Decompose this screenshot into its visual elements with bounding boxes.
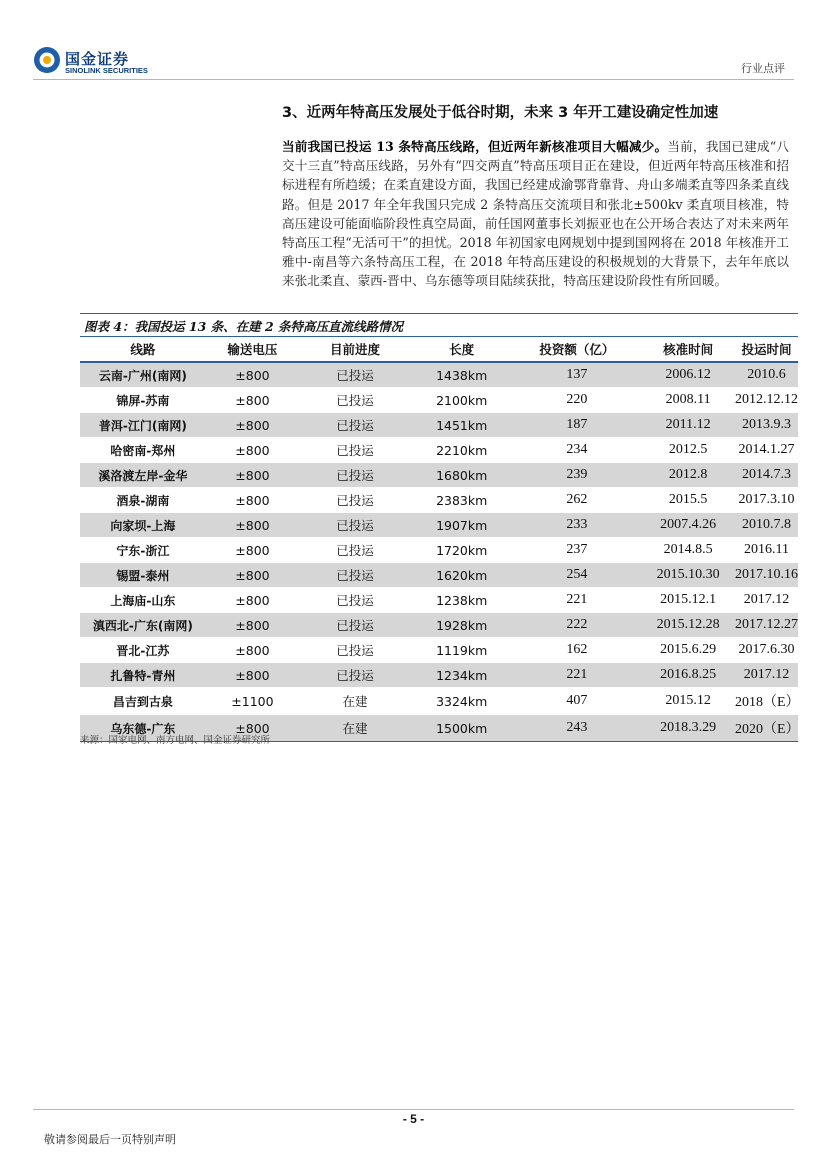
cell-status: 在建 [299,688,411,715]
cell-route: 云南-广州(南网) [80,362,206,388]
cell-voltage: ±800 [206,588,299,613]
cell-route: 溪洛渡左岸-金华 [80,463,206,488]
cell-route: 普洱-江门(南网) [80,413,206,438]
table-row [80,513,798,538]
cell-investment: 233 [512,513,641,538]
cell-approval-date: 2018.3.29 [641,715,735,742]
cell-investment: 234 [512,438,641,463]
cell-length: 1928km [411,613,512,638]
cell-length: 3324km [411,688,512,715]
cell-operation-date: 2017.10.16 [735,563,798,588]
cell-approval-date: 2008.11 [641,388,735,413]
figure-caption: 图表 4：我国投运 13 条、在建 2 条特高压直流线路情况 [84,319,404,334]
cell-investment: 407 [512,688,641,715]
logo-en-text: SINOLINK SECURITIES [65,66,148,75]
table-row [80,613,798,638]
cell-operation-date: 2014.1.27 [735,438,798,463]
cell-length: 1438km [411,362,512,388]
cell-status: 已投运 [299,413,411,438]
cell-route: 宁东-浙江 [80,538,206,563]
footer-divider [33,1109,794,1110]
cell-approval-date: 2012.5 [641,438,735,463]
table-row [80,538,798,563]
cell-voltage: ±800 [206,613,299,638]
cell-operation-date: 2016.11 [735,538,798,563]
cell-voltage: ±800 [206,413,299,438]
col-header-approval-date: 核准时间 [641,337,735,362]
cell-investment: 239 [512,463,641,488]
cell-length: 1451km [411,413,512,438]
cell-voltage: ±800 [206,463,299,488]
body-paragraph [282,137,789,291]
logo-mark-icon [33,46,61,74]
logo-cn-text: 国金证券 [65,50,130,68]
cell-operation-date: 2017.12 [735,663,798,688]
cell-route: 向家坝-上海 [80,513,206,538]
cell-status: 已投运 [299,362,411,388]
cell-investment: 221 [512,588,641,613]
table-row [80,563,798,588]
cell-length: 1238km [411,588,512,613]
cell-approval-date: 2015.6.29 [641,638,735,663]
cell-length: 1680km [411,463,512,488]
cell-voltage: ±800 [206,513,299,538]
cell-route: 锦屏-苏南 [80,388,206,413]
paragraph-lead: 当前我国已投运 13 条特高压线路，但近两年新核准项目大幅减少。 [282,139,668,154]
cell-approval-date: 2015.12 [641,688,735,715]
cell-length: 1907km [411,513,512,538]
uhv-lines-table [80,337,798,742]
cell-status: 已投运 [299,663,411,688]
cell-approval-date: 2014.8.5 [641,538,735,563]
cell-route: 上海庙-山东 [80,588,206,613]
cell-investment: 243 [512,715,641,742]
cell-operation-date: 2017.12.27 [735,613,798,638]
table-row [80,362,798,388]
cell-operation-date: 2010.7.8 [735,513,798,538]
table-row [80,388,798,413]
cell-route: 昌吉到古泉 [80,688,206,715]
cell-voltage: ±800 [206,638,299,663]
cell-voltage: ±800 [206,438,299,463]
cell-status: 已投运 [299,388,411,413]
table-row [80,638,798,663]
cell-approval-date: 2015.12.1 [641,588,735,613]
cell-voltage: ±800 [206,663,299,688]
table-row [80,438,798,463]
cell-length: 1119km [411,638,512,663]
cell-approval-date: 2015.10.30 [641,563,735,588]
cell-status: 已投运 [299,513,411,538]
cell-operation-date: 2012.12.12 [735,388,798,413]
col-header-status: 目前进度 [299,337,411,362]
cell-voltage: ±1100 [206,688,299,715]
cell-operation-date: 2010.6 [735,362,798,388]
cell-status: 已投运 [299,613,411,638]
cell-operation-date: 2017.3.10 [735,488,798,513]
cell-length: 2210km [411,438,512,463]
cell-investment: 254 [512,563,641,588]
cell-voltage: ±800 [206,362,299,388]
cell-status: 已投运 [299,588,411,613]
doc-type-label: 行业点评 [741,62,785,75]
cell-length: 1620km [411,563,512,588]
table-row [80,663,798,688]
cell-route: 晋北-江苏 [80,638,206,663]
cell-route: 锡盟-泰州 [80,563,206,588]
table-row [80,588,798,613]
header-divider [33,79,794,80]
col-header-operation-date: 投运时间 [735,337,798,362]
cell-investment: 137 [512,362,641,388]
cell-investment: 262 [512,488,641,513]
cell-investment: 237 [512,538,641,563]
cell-status: 已投运 [299,538,411,563]
page-number: - 5 - [402,1112,425,1126]
cell-voltage: ±800 [206,715,299,742]
cell-approval-date: 2016.8.25 [641,663,735,688]
figure-source: 来源：国家电网、南方电网、国金证券研究所 [80,735,271,746]
col-header-investment: 投资额（亿） [512,337,641,362]
cell-operation-date: 2017.12 [735,588,798,613]
cell-length: 1234km [411,663,512,688]
company-logo [33,46,193,78]
cell-approval-date: 2015.12.28 [641,613,735,638]
cell-status: 已投运 [299,438,411,463]
cell-operation-date: 2014.7.3 [735,463,798,488]
col-header-voltage: 输送电压 [206,337,299,362]
cell-voltage: ±800 [206,388,299,413]
disclaimer-note: 敬请参阅最后一页特别声明 [44,1133,176,1146]
cell-length: 2100km [411,388,512,413]
cell-voltage: ±800 [206,538,299,563]
table-row [80,413,798,438]
cell-approval-date: 2015.5 [641,488,735,513]
cell-status: 已投运 [299,488,411,513]
col-header-route: 线路 [80,337,206,362]
cell-investment: 220 [512,388,641,413]
cell-investment: 221 [512,663,641,688]
cell-operation-date: 2020（E） [735,715,798,742]
cell-route: 乌东德-广东 [80,715,206,742]
cell-approval-date: 2011.12 [641,413,735,438]
cell-status: 已投运 [299,563,411,588]
cell-status: 已投运 [299,463,411,488]
cell-voltage: ±800 [206,563,299,588]
cell-approval-date: 2012.8 [641,463,735,488]
cell-approval-date: 2007.4.26 [641,513,735,538]
cell-route: 滇西北-广东(南网) [80,613,206,638]
cell-status: 已投运 [299,638,411,663]
cell-status: 在建 [299,715,411,742]
cell-investment: 162 [512,638,641,663]
cell-voltage: ±800 [206,488,299,513]
table-row [80,688,798,715]
cell-route: 酒泉-湖南 [80,488,206,513]
cell-route: 扎鲁特-青州 [80,663,206,688]
col-header-length: 长度 [411,337,512,362]
cell-operation-date: 2017.6.30 [735,638,798,663]
figure-caption-bar [80,313,798,337]
section-title: 3、近两年特高压发展处于低谷时期，未来 3 年开工建设确定性加速 [282,105,719,121]
cell-length: 1500km [411,715,512,742]
cell-length: 1720km [411,538,512,563]
cell-route: 哈密南-郑州 [80,438,206,463]
cell-approval-date: 2006.12 [641,362,735,388]
cell-investment: 222 [512,613,641,638]
paragraph-body: 当前，我国已建成“八交十三直”特高压线路，另外有“四交两直”特高压项目正在建设，但近两年特高压核准和招标进程有所趋缓；在柔直建设方面，我国已经建成渝鄂背靠背、舟山多端柔直等四条柔直线路。但是 2017 年全年我国只完成 2 条特高压交流项目和张北±500kv 柔直项目核准，特高压建设可能面临阶段性真空局面，前任国网董事长刘振亚也在公开场合表达了对未来两年特高压工程“无活可干”的担忧。2018 年初国家电网规划中提到国网将在 2018 年核准开工雅中-南昌等六条特高压工程，在 2018 年特高压建设的积极规划的大背景下，去年年底以来张北柔直、蒙西-晋中、乌东德等项目陆续获批，特高压建设阶段性有所回暖。 [282,139,789,289]
cell-investment: 187 [512,413,641,438]
cell-operation-date: 2018（E） [735,688,798,715]
table-header-row [80,337,798,362]
table-row [80,488,798,513]
cell-length: 2383km [411,488,512,513]
table-row [80,463,798,488]
cell-operation-date: 2013.9.3 [735,413,798,438]
